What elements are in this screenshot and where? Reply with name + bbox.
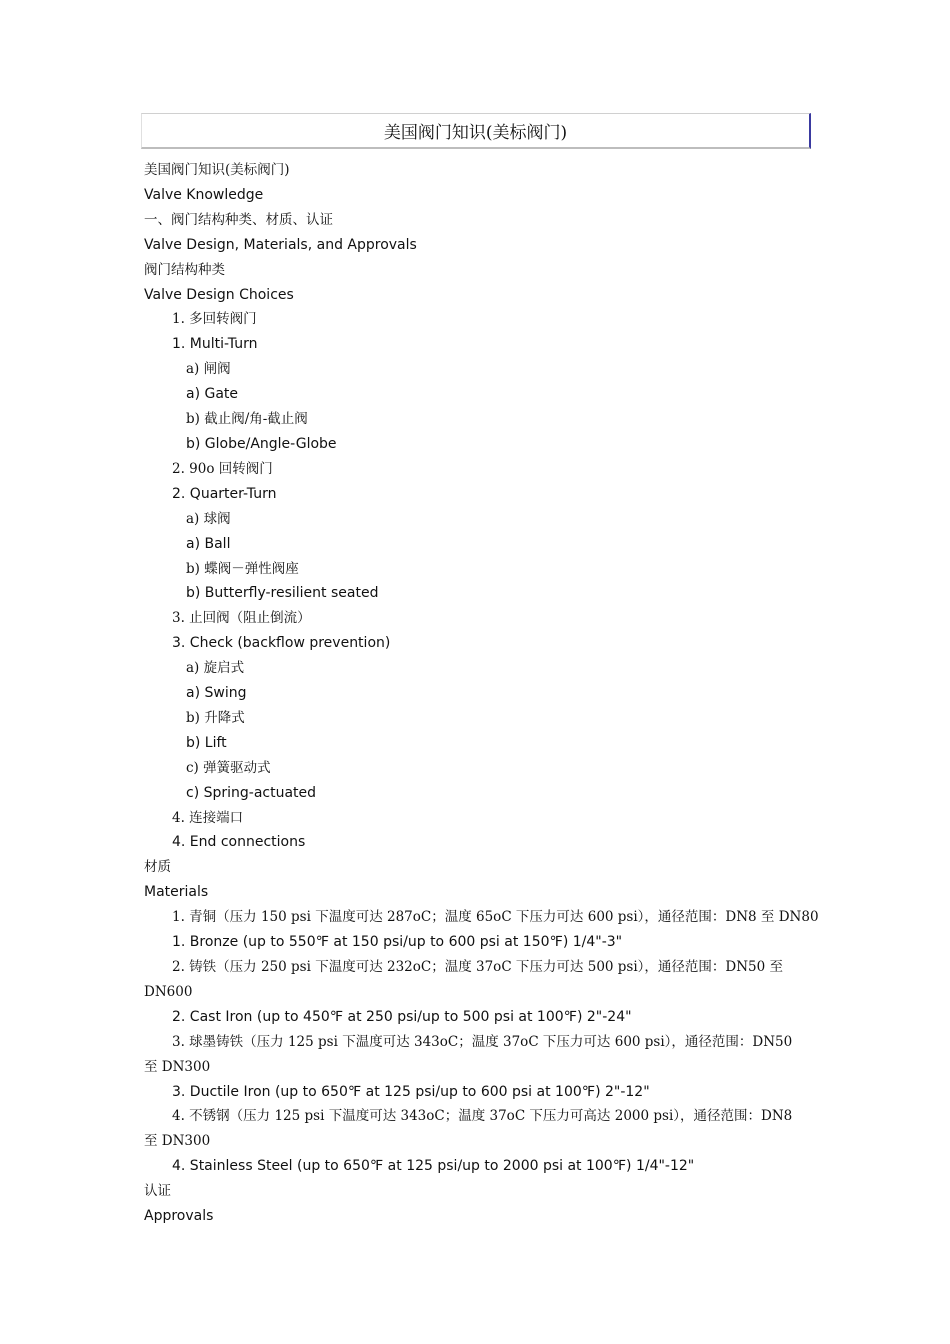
text-line: 4. Stainless Steel (up to 650℉ at 125 psi/up to 2000 psi at 100℉) 1/4"-12" (172, 1158, 695, 1175)
text-line: a) 旋启式 (186, 660, 245, 677)
text-line: 美国阀门知识(美标阀门) (144, 162, 290, 178)
text-line: Approvals (144, 1208, 214, 1225)
text-line: b) 截止阀/角-截止阀 (186, 411, 308, 428)
text-line: 3. Check (backflow prevention) (172, 635, 391, 652)
text-line: 一、阀门结构种类、材质、认证 (144, 211, 333, 228)
text-line: 2. 铸铁（压力 250 psi 下温度可达 232oC；温度 37oC 下压力可达 500 psi），通径范围：DN50 至 DN600 (144, 959, 784, 1000)
text-line: a) 闸阀 (186, 361, 231, 378)
text-line: b) Butterfly-resilient seated (186, 585, 379, 602)
text-line: a) Gate (186, 386, 239, 403)
text-line: 1. Bronze (up to 550℉ at 150 psi/up to 600 psi at 150℉) 1/4"-3" (172, 934, 623, 951)
text-line: 3. Ductile Iron (up to 650℉ at 125 psi/up to 600 psi at 100℉) 2"-12" (172, 1083, 650, 1100)
text-line: 4. 连接端口 (172, 809, 244, 826)
text-line: a) Swing (186, 685, 247, 702)
text-line: a) 球阀 (186, 510, 231, 527)
text-line: Materials (144, 884, 209, 901)
text-line: Valve Knowledge (144, 186, 264, 203)
text-line: b) Globe/Angle-Globe (186, 435, 337, 452)
text-line: 1. 多回转阀门 (172, 311, 257, 328)
text-line: c) Spring-actuated (186, 784, 317, 801)
document-title: 美国阀门知识(美标阀门) (141, 113, 811, 149)
text-line: c) 弹簧驱动式 (186, 759, 271, 776)
text-line: 阀门结构种类 (144, 261, 225, 278)
text-line: 认证 (144, 1183, 171, 1200)
text-line: Valve Design, Materials, and Approvals (144, 236, 417, 253)
text-line: 1. Multi-Turn (172, 336, 258, 353)
text-line: 2. Cast Iron (up to 450℉ at 250 psi/up to 500 psi at 100℉) 2"-24" (172, 1008, 632, 1025)
text-line: Valve Design Choices (144, 286, 294, 303)
text-line: b) 升降式 (186, 709, 245, 726)
text-line: 2. Quarter-Turn (172, 485, 277, 502)
text-line: b) 蝶阀－弹性阀座 (186, 560, 299, 577)
text-line: 2. 90o 回转阀门 (172, 460, 273, 477)
text-line: 4. 不锈钢（压力 125 psi 下温度可达 343oC；温度 37oC 下压力可高达 2000 psi），通径范围：DN8 至 DN300 (144, 1108, 793, 1150)
text-line: 材质 (144, 859, 171, 876)
text-line: b) Lift (186, 734, 227, 751)
text-line: 3. 球墨铸铁（压力 125 psi 下温度可达 343oC；温度 37oC 下压力可达 600 psi），通径范围：DN50 至 DN300 (144, 1033, 793, 1075)
text-line: a) Ball (186, 535, 231, 552)
text-line: 3. 止回阀（阻止倒流） (172, 610, 311, 627)
text-line: 1. 青铜（压力 150 psi 下温度可达 287oC；温度 65oC 下压力可达 600 psi），通径范围：DN8 至 DN80 (172, 909, 819, 926)
document-body (144, 158, 819, 1229)
text-line: 4. End connections (172, 834, 306, 851)
